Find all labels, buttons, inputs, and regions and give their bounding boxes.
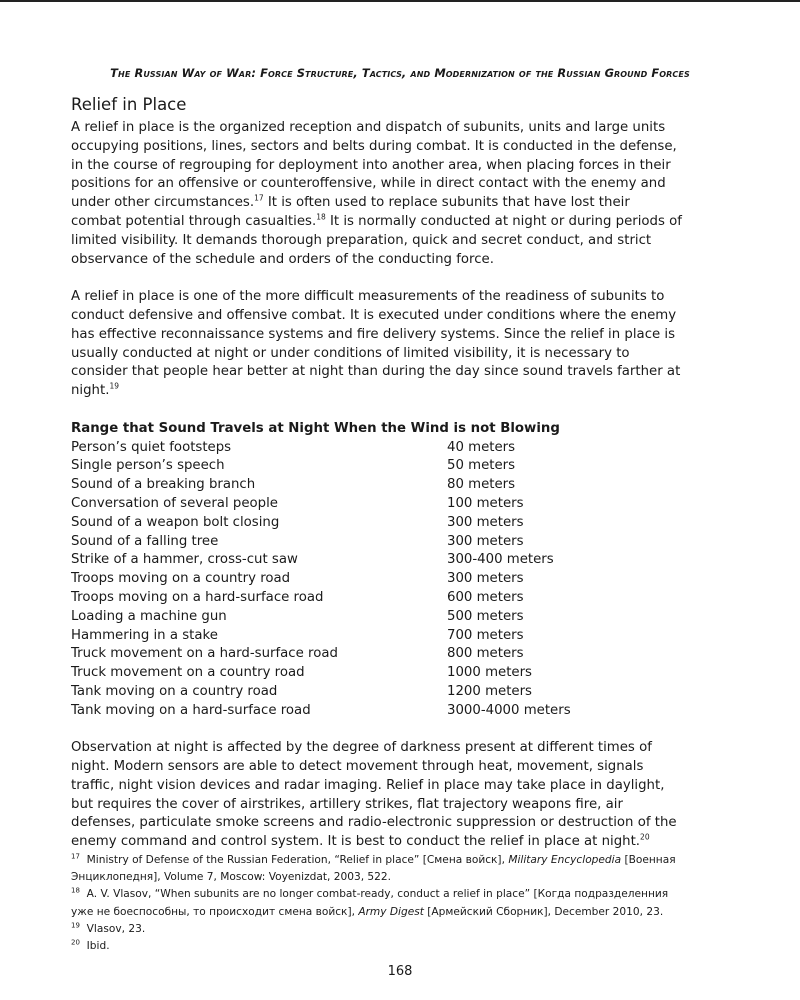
sound-source: Sound of a falling tree xyxy=(71,533,219,549)
footnote-ref-17[interactable]: 17 xyxy=(254,193,264,203)
table-row xyxy=(71,589,683,608)
paragraph-3-text: Observation at night is affected by the degree of darkness present at different times of night. Modern sensors are able to detect movement through heat, movement, signals traffic, night vision devices and radar imaging. Relief in place may take place in daylight, but requires the cover of airstrikes, artillery strikes, flat trajectory weapons fire, air defenses, particulate smoke screens and radio-electronic suppression or destruction of the enemy command and control system. It is best to conduct the relief in place at night. xyxy=(71,740,677,850)
sound-range: 300 meters xyxy=(447,533,524,549)
table-row xyxy=(71,476,683,495)
sound-range: 500 meters xyxy=(447,608,524,624)
sound-source: Truck movement on a hard-surface road xyxy=(71,646,338,662)
sound-source: Sound of a weapon bolt closing xyxy=(71,514,280,530)
table-row xyxy=(71,495,683,514)
sound-source: Hammering in a stake xyxy=(71,627,218,643)
table-row xyxy=(71,645,683,664)
footnotes xyxy=(71,852,683,955)
sound-source: Loading a machine gun xyxy=(71,608,227,624)
table-row xyxy=(71,702,683,721)
sound-source: Sound of a breaking branch xyxy=(71,477,256,493)
footnote-text: Ibid. xyxy=(86,940,110,953)
sound-source: Person’s quiet footsteps xyxy=(71,439,232,455)
table-row xyxy=(71,683,683,702)
footnote-number: 20 xyxy=(71,938,80,947)
table-row xyxy=(71,439,683,458)
footnote-ref-19[interactable]: 19 xyxy=(109,381,119,391)
sound-source: Single person’s speech xyxy=(71,458,225,474)
sound-source: Truck movement on a country road xyxy=(71,665,305,681)
section-heading: Relief in Place xyxy=(71,95,187,114)
sound-range: 300 meters xyxy=(447,571,524,587)
running-header: The Russian Way of War: Force Structure, Tactics, and Modernization of the Russian Ground Forces xyxy=(110,66,690,80)
sound-source: Conversation of several people xyxy=(71,495,278,511)
sound-range: 700 meters xyxy=(447,627,524,643)
sound-source: Strike of a hammer, cross-cut saw xyxy=(71,552,298,568)
footnote xyxy=(71,938,683,955)
footnote-number: 17 xyxy=(71,852,80,861)
table-row xyxy=(71,664,683,683)
sound-source: Troops moving on a country road xyxy=(71,571,291,587)
footnote xyxy=(71,852,683,886)
sound-range: 300-400 meters xyxy=(447,552,554,568)
footnote xyxy=(71,886,683,920)
footnote-text-end: [Армейский Сборник], December 2010, 23. xyxy=(423,905,664,918)
paragraph-gap xyxy=(71,721,683,740)
sound-source: Tank moving on a country road xyxy=(71,683,278,699)
sound-range: 800 meters xyxy=(447,646,524,662)
sound-range: 1200 meters xyxy=(447,683,532,699)
page-number: 168 xyxy=(387,964,413,979)
paragraph-gap xyxy=(71,269,683,288)
sound-source: Troops moving on a hard-surface road xyxy=(71,589,324,605)
sound-source: Tank moving on a hard-surface road xyxy=(71,702,311,718)
paragraph-1-text-a: A relief in place is the organized reception and dispatch of subunits, units and large units occupying positions, lines, sectors and belts during combat. It is conducted in the defense, in the course of regrouping for deployment into another area, when placing forces in their positions for an offensive or counteroffensive, while in direct contact with the enemy and under other circumstances. xyxy=(71,120,677,211)
paragraph-3 xyxy=(71,739,683,852)
paragraph-2 xyxy=(71,288,683,401)
sound-range: 80 meters xyxy=(447,477,516,493)
table-row xyxy=(71,533,683,552)
table-row xyxy=(71,627,683,646)
footnote-title: Army Digest xyxy=(358,905,424,918)
footnote-ref-20[interactable]: 20 xyxy=(640,832,650,842)
sound-range-table xyxy=(71,439,683,721)
table-row xyxy=(71,570,683,589)
table-row xyxy=(71,551,683,570)
sound-range: 100 meters xyxy=(447,495,524,511)
table-row xyxy=(71,608,683,627)
paragraph-1-text-c: It is normally conducted at night or during periods of limited visibility. It demands thorough preparation, quick and secret conduct, and strict observance of the schedule and orders of the conducting force. xyxy=(71,213,682,267)
main-content xyxy=(71,94,683,852)
sound-range-table-title: Range that Sound Travels at Night When the Wind is not Blowing xyxy=(71,420,560,436)
footnote-ref-18[interactable]: 18 xyxy=(316,212,326,222)
footnote-text: Vlasov, 23. xyxy=(86,922,146,935)
footnote-text: Ministry of Defense of the Russian Federation, “Relief in place” [Смена войск], xyxy=(86,854,509,866)
table-row xyxy=(71,457,683,476)
footnote-text: A. V. Vlasov, “When subunits are no longer combat-ready, conduct a relief in place” [Когда подразделенния уже не боеспособны, то происходит смена войск], xyxy=(71,888,669,918)
paragraph-2-text: A relief in place is one of the more difficult measurements of the readiness of subunits to conduct defensive and offensive combat. It is executed under conditions where the enemy has effective reconnaissance systems and fire delivery systems. Since the relief in place is usually conducted at night or under conditions of limited visibility, it is necessary to consider that people hear better at night than during the day since sound travels farther at night. xyxy=(71,289,681,399)
paragraph-1 xyxy=(71,119,683,269)
top-border-rule xyxy=(0,0,800,2)
sound-range: 50 meters xyxy=(447,458,516,474)
sound-range: 40 meters xyxy=(447,439,516,455)
paragraph-1-text-b: It is often used to replace subunits that have lost their combat potential through casualties. xyxy=(71,195,630,229)
footnote-number: 18 xyxy=(71,886,80,895)
sound-range: 600 meters xyxy=(447,589,524,605)
table-row xyxy=(71,514,683,533)
footnote-number: 19 xyxy=(71,921,80,930)
sound-range: 300 meters xyxy=(447,514,524,530)
footnote xyxy=(71,921,683,938)
sound-range: 1000 meters xyxy=(447,665,532,681)
footnote-title: Military Encyclopedia xyxy=(508,854,622,866)
sound-range: 3000-4000 meters xyxy=(447,702,571,718)
footnote-text-end: [Военная Энциклопедня], Volume 7, Moscow: Voyenizdat, 2003, 522. xyxy=(71,854,676,884)
